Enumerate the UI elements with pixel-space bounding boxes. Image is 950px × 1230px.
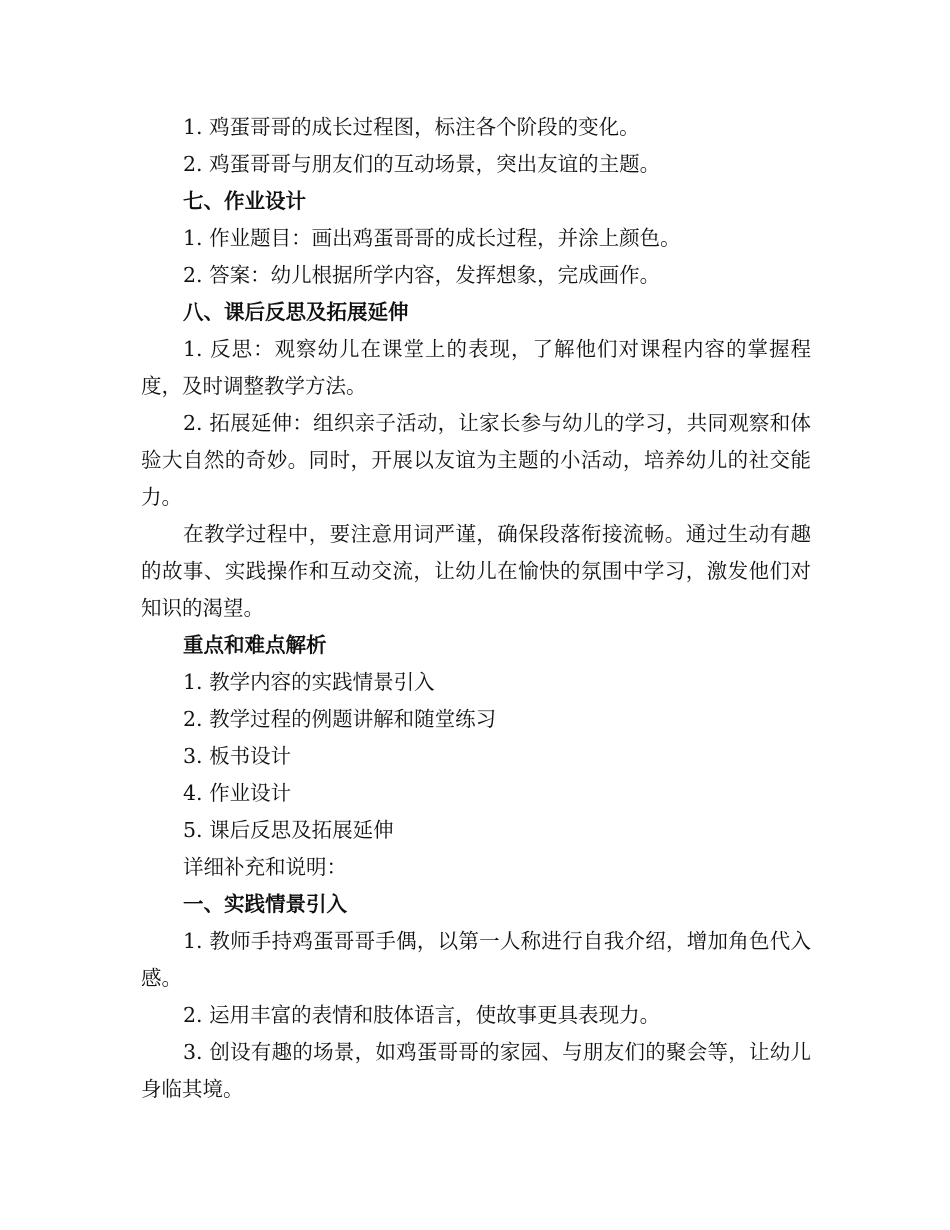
body-paragraph: 在教学过程中，要注意用词严谨，确保段落衔接流畅。通过生动有趣的故事、实践操作和互动交流，让幼儿在愉快的氛围中学习，激发他们对知识的渴望。 <box>141 522 811 620</box>
section-heading: 七、作业设计 <box>183 189 306 213</box>
body-paragraph: 详细补充和说明： <box>183 855 347 879</box>
list-item: 4. 作业设计 <box>183 781 292 805</box>
list-item: 1. 作业题目：画出鸡蛋哥哥的成长过程，并涂上颜色。 <box>183 226 681 250</box>
list-item: 2. 答案：幼儿根据所学内容，发挥想象，完成画作。 <box>183 263 661 287</box>
section-heading: 一、实践情景引入 <box>183 892 347 916</box>
list-item: 1. 教学内容的实践情景引入 <box>183 670 435 694</box>
list-item: 1. 教师手持鸡蛋哥哥手偶，以第一人称进行自我介绍，增加角色代入感。 <box>141 929 811 990</box>
list-item: 5. 课后反思及拓展延伸 <box>183 818 394 842</box>
list-item: 2. 教学过程的例题讲解和随堂练习 <box>183 707 497 731</box>
list-item: 3. 板书设计 <box>183 744 292 768</box>
list-item: 2. 鸡蛋哥哥与朋友们的互动场景，突出友谊的主题。 <box>183 152 661 176</box>
section-heading: 八、课后反思及拓展延伸 <box>183 300 409 324</box>
list-item: 3. 创设有趣的场景，如鸡蛋哥哥的家园、与朋友们的聚会等，让幼儿身临其境。 <box>141 1040 811 1101</box>
list-item: 2. 运用丰富的表情和肢体语言，使故事更具表现力。 <box>183 1003 661 1027</box>
list-item: 1. 鸡蛋哥哥的成长过程图，标注各个阶段的变化。 <box>183 115 640 139</box>
list-item: 1. 反思：观察幼儿在课堂上的表现，了解他们对课程内容的掌握程度，及时调整教学方法。 <box>141 337 811 398</box>
section-heading: 重点和难点解析 <box>183 633 327 657</box>
document-body <box>141 109 811 1108</box>
list-item: 2. 拓展延伸：组织亲子活动，让家长参与幼儿的学习，共同观察和体验大自然的奇妙。同时，开展以友谊为主题的小活动，培养幼儿的社交能力。 <box>141 411 811 509</box>
